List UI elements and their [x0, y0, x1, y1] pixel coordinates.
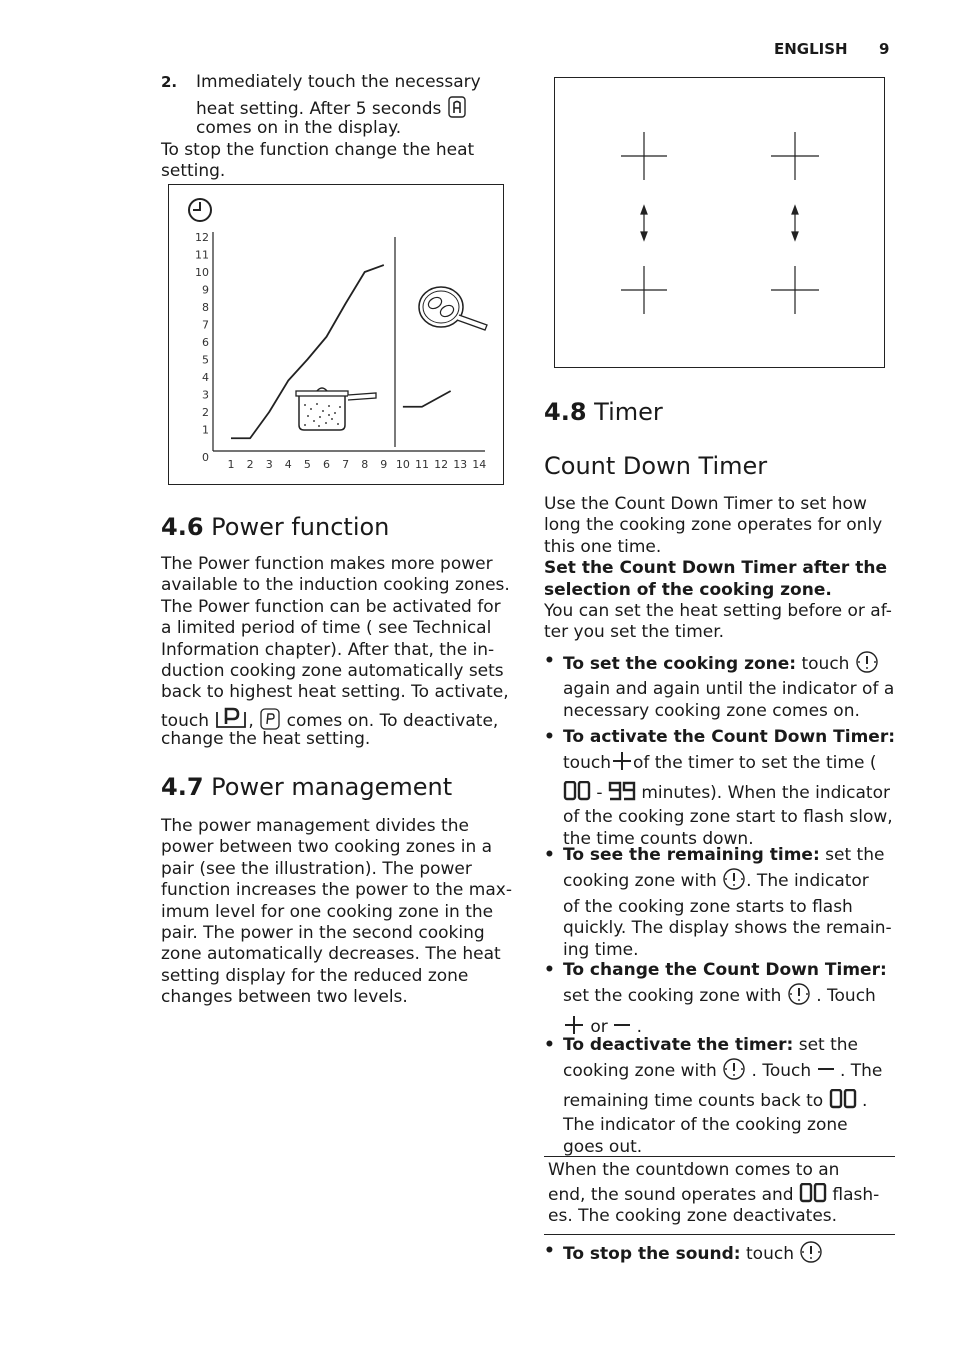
bullet-line	[563, 750, 898, 778]
step-line-2-text: heat setting. After 5 seconds	[196, 99, 442, 119]
bold-line: selection of the cooking zone.	[544, 579, 832, 600]
power-chart	[169, 185, 502, 483]
zone-rear-left-marker	[621, 266, 667, 314]
hob-zones-diagram	[555, 78, 883, 366]
zone-rear-right-marker	[771, 266, 819, 314]
para-line: duction cooking zone automatically sets	[161, 661, 504, 682]
plus-icon	[611, 750, 633, 778]
power-chart-frame	[168, 184, 504, 485]
bullet-text: .	[861, 1090, 868, 1111]
bullet-dot: •	[544, 651, 555, 671]
bullet-text: . The	[839, 1061, 883, 1082]
section-4-6-title: Power function	[211, 513, 390, 541]
para-line: zone automatically decreases. The heat	[161, 944, 501, 965]
bullet-line: the time counts down.	[563, 828, 754, 849]
bullet-label: To see the remaining time:	[563, 845, 820, 865]
bullet-line: ing time.	[563, 939, 639, 960]
bullet-line	[563, 1058, 898, 1086]
para-line: changes between two levels.	[161, 987, 408, 1008]
pair-right-arrow	[792, 206, 798, 240]
timer-clock-icon	[787, 983, 811, 1011]
note-text: end, the sound operates and	[548, 1185, 794, 1205]
power-management-para	[161, 816, 512, 1009]
y-tick-label: 7	[202, 318, 209, 332]
digit-99-icon	[608, 781, 636, 807]
para-line: You can set the heat setting before or af-	[544, 601, 892, 622]
para-line: long the cooking zone operates for only	[544, 515, 883, 536]
x-tick-label: 4	[284, 458, 292, 471]
timer-intro	[544, 494, 892, 644]
bullet-remaining-time	[544, 845, 898, 961]
bold-line: Set the Count Down Timer after the	[544, 558, 887, 579]
bullet-line	[563, 781, 898, 807]
zone-front-right-marker	[771, 132, 819, 180]
x-tick-label: 12	[434, 458, 449, 471]
bullet-text: touch	[563, 753, 611, 774]
step-number: 2.	[161, 73, 178, 91]
y-tick-label: 1	[202, 423, 209, 437]
para-line: ter you set the timer.	[544, 622, 725, 643]
bullet-dot: •	[544, 1241, 555, 1261]
bullet-deactivate-timer	[544, 1035, 898, 1158]
x-tick-label: 10	[395, 458, 410, 471]
bullet-text: set the	[798, 1035, 859, 1055]
x-tick-label: 7	[342, 458, 350, 471]
x-tick-label: 1	[227, 458, 235, 471]
y-tick-label: 12	[195, 231, 209, 244]
hob-illustration	[554, 77, 885, 368]
dash-text: -	[596, 782, 603, 803]
bullet-line: necessary cooking zone comes on.	[563, 700, 860, 721]
series-line-2	[403, 391, 451, 407]
para-line: Information chapter). After that, the in-	[161, 639, 495, 660]
step-line-3: comes on in the display.	[196, 118, 402, 138]
y-tick-label: 3	[202, 388, 209, 402]
stop-line-2: setting.	[161, 161, 226, 181]
bullet-text: touch	[746, 1244, 794, 1264]
y-tick-label: 11	[195, 248, 209, 262]
pair-left-arrow	[641, 206, 647, 240]
bullet-stop-sound	[544, 1241, 898, 1269]
y-tick-label: 6	[202, 336, 209, 349]
power-function-para	[161, 554, 510, 704]
bullet-text: . The indicator	[746, 871, 869, 892]
countdown-end-note	[544, 1156, 895, 1235]
bullet-text: of the timer to set the time (	[632, 753, 877, 774]
bullet-line: The indicator of the cooking zone	[563, 1115, 848, 1136]
bullet-dot: •	[544, 960, 555, 980]
pot-icon	[296, 388, 376, 430]
bullet-dot: •	[544, 1035, 555, 1055]
bullet-line: goes out.	[563, 1136, 643, 1157]
y-tick-label: 2	[202, 406, 209, 419]
para-line: setting display for the reduced zone	[161, 965, 469, 986]
bullet-label: To change the Count Down Timer:	[563, 960, 887, 980]
section-4-8-number: 4.8	[544, 398, 587, 426]
bullet-text: set the cooking zone with	[563, 986, 782, 1007]
bullet-label: To stop the sound:	[563, 1244, 741, 1264]
x-tick-label: 13	[453, 458, 468, 471]
bullet-change-timer	[544, 960, 898, 1042]
auto-display-a-icon	[447, 96, 467, 124]
bullet-text: cooking zone with	[563, 1061, 717, 1082]
bullet-text: minutes). When the indicator	[641, 782, 890, 803]
para-line: function increases the power to the max-	[161, 880, 512, 901]
minus-icon	[817, 1058, 835, 1086]
section-4-8-title: Timer	[594, 398, 663, 426]
timer-clock-icon	[799, 1241, 823, 1269]
para-line: back to highest heat setting. To activate,	[161, 682, 509, 703]
bullet-text: . Touch	[751, 1061, 812, 1082]
step-line-1: Immediately touch the necessary	[196, 72, 481, 92]
bullet-text: set the	[825, 845, 885, 865]
bullet-text: cooking zone with	[563, 871, 717, 892]
section-4-6-heading	[161, 512, 389, 542]
bullet-line: of the cooking zone starts to flash	[563, 896, 853, 917]
timer-clock-icon	[722, 1058, 746, 1086]
para-line: The Power function can be activated for	[161, 596, 501, 617]
bullet-line	[563, 1089, 898, 1115]
note-line: When the countdown comes to an	[548, 1160, 840, 1180]
y-tick-label: 0	[202, 451, 209, 464]
bullet-label: To activate the Count Down Timer:	[563, 727, 896, 747]
clock-icon	[189, 199, 211, 221]
y-tick-label: 5	[202, 353, 209, 367]
comes-on-text: comes on. To deactivate,	[286, 711, 499, 731]
para-line: pair (see the illustration). The power	[161, 858, 472, 879]
header-language: ENGLISH	[774, 40, 848, 58]
page-number: 9	[879, 40, 890, 58]
stop-line-1: To stop the function change the heat	[161, 140, 475, 160]
x-tick-label: 2	[246, 458, 254, 471]
bullet-dot: •	[544, 845, 555, 865]
bullet-label: To set the cooking zone:	[563, 654, 797, 674]
note-line: es. The cooking zone deactivates.	[548, 1206, 838, 1226]
x-tick-label: 8	[361, 458, 369, 471]
y-tick-label: 9	[202, 283, 209, 297]
x-tick-label: 6	[323, 458, 330, 471]
note-text: flash-	[832, 1185, 880, 1205]
para-line: Use the Count Down Timer to set how	[544, 494, 867, 514]
touch-text: touch	[161, 711, 209, 731]
section-4-7-title: Power management	[211, 773, 453, 801]
power-last-line: change the heat setting.	[161, 729, 371, 749]
bullet-dot: •	[544, 727, 555, 747]
para-line: The power management divides the	[161, 816, 469, 836]
y-tick-label: 8	[202, 301, 209, 314]
timer-clock-icon	[722, 868, 746, 896]
comma-text: ,	[248, 711, 254, 731]
bullet-line: of the cooking zone start to flash slow,	[563, 807, 893, 828]
x-tick-label: 5	[303, 458, 311, 471]
section-4-7-number: 4.7	[161, 773, 204, 801]
section-4-7-heading	[161, 772, 452, 802]
or-text: or	[590, 1016, 608, 1037]
bullet-set-zone	[544, 651, 898, 722]
para-line: this one time.	[544, 536, 662, 557]
para-line: a limited period of time ( see Technical	[161, 618, 492, 639]
para-line: available to the induction cooking zones.	[161, 575, 510, 596]
bullet-text: remaining time counts back to	[563, 1090, 824, 1111]
x-tick-label: 11	[415, 458, 429, 471]
digit-00-icon	[563, 781, 591, 807]
bullet-line	[563, 983, 898, 1011]
para-line: The Power function makes more power	[161, 554, 493, 574]
bullet-line: quickly. The display shows the remain-	[563, 918, 892, 939]
y-tick-label: 4	[202, 371, 209, 384]
period-text: .	[636, 1016, 643, 1037]
x-tick-label: 3	[265, 458, 273, 471]
bullet-label: To deactivate the timer:	[563, 1035, 794, 1055]
x-tick-label: 9	[380, 458, 388, 471]
bullet-text: touch	[801, 654, 850, 674]
bullet-text: . Touch	[816, 986, 876, 1007]
section-4-6-number: 4.6	[161, 513, 204, 541]
para-line: power between two cooking zones in a	[161, 837, 493, 858]
para-line: pair. The power in the second cooking	[161, 923, 485, 944]
x-tick-label: 14	[472, 458, 487, 471]
y-tick-label: 10	[195, 266, 209, 279]
zone-front-left-marker	[621, 132, 667, 180]
frying-pan-icon	[419, 287, 487, 330]
bullet-line: again and again until the indicator of a	[563, 679, 895, 700]
para-line: imum level for one cooking zone in the	[161, 901, 494, 922]
bullet-line	[563, 868, 898, 896]
digit-00-icon	[829, 1089, 857, 1115]
bullet-activate-timer	[544, 727, 898, 850]
count-down-timer-heading: Count Down Timer	[544, 452, 768, 480]
section-4-8-heading	[544, 397, 663, 427]
timer-clock-icon	[855, 651, 879, 679]
